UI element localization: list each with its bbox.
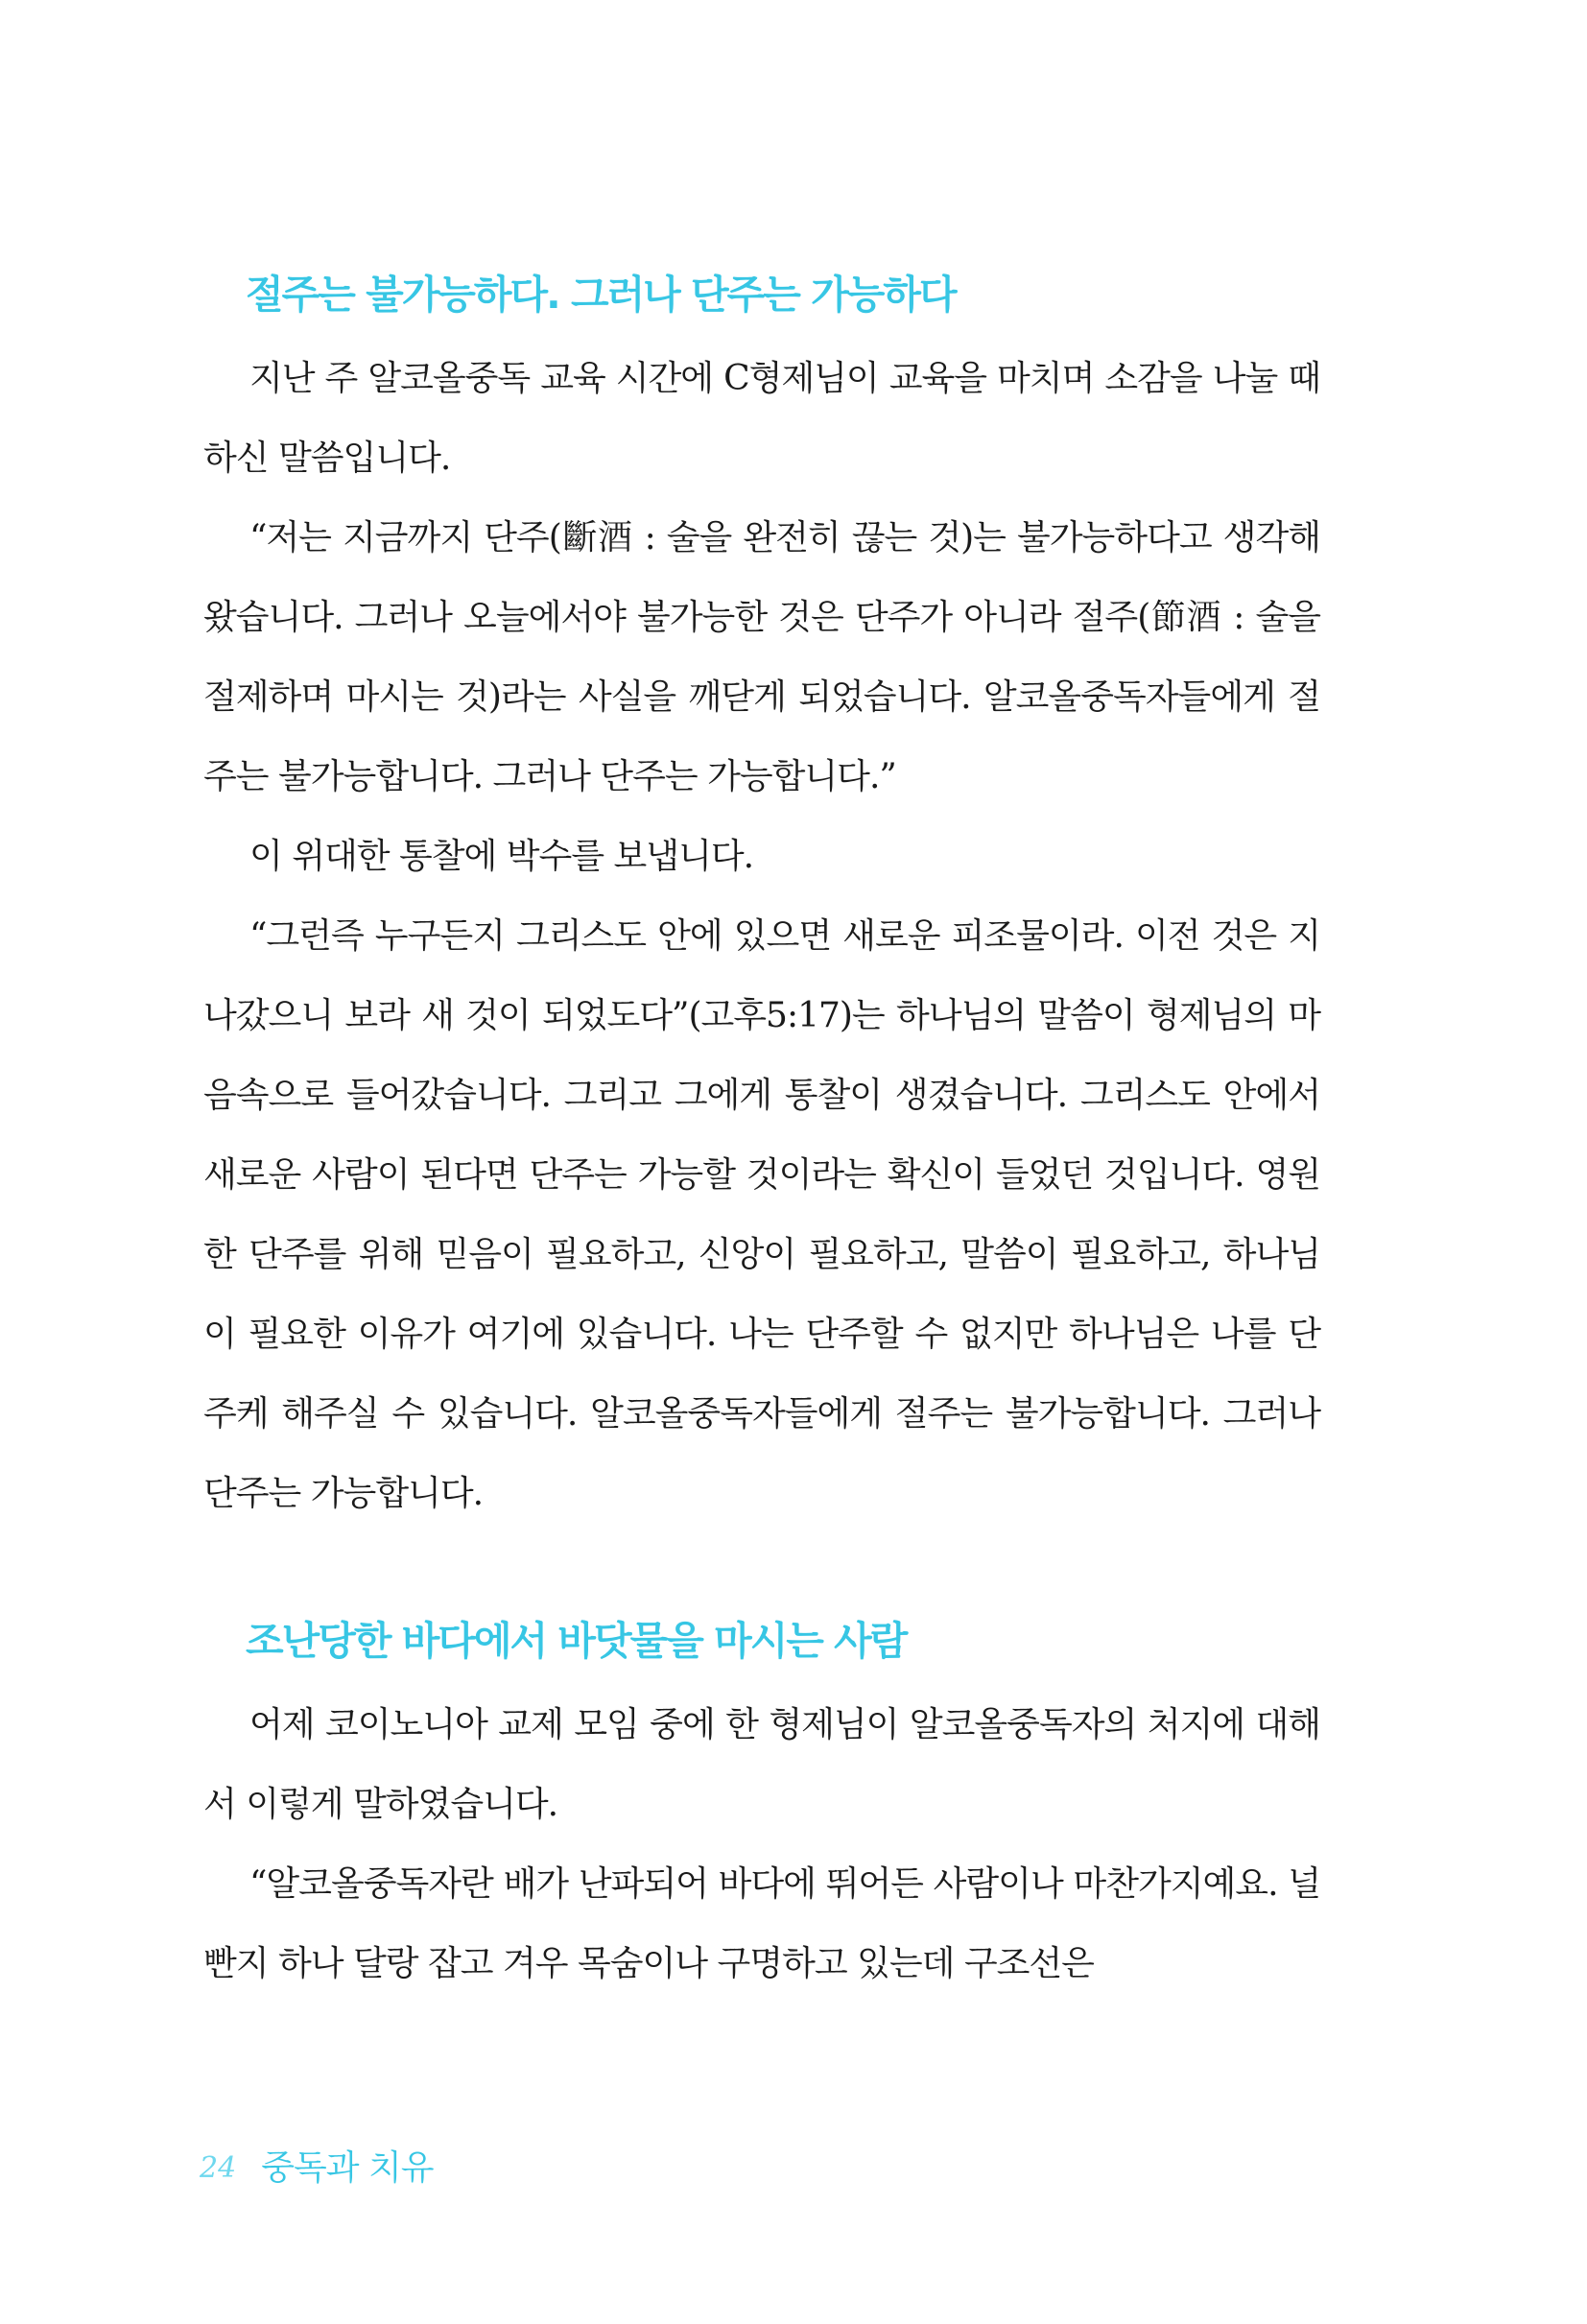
body-paragraph: 이 위대한 통찰에 박수를 보냅니다. [249,837,754,876]
section-shipwreck [203,1610,1320,2004]
body-paragraph: 지난 주 알코올중독 교육 시간에 C형제님이 교육을 마치며 소감을 나눌 때 하신 말씀입니다. [203,359,1320,478]
page-number: 24 [200,2150,237,2185]
body-paragraph: “그런즉 누구든지 그리스도 안에 있으면 새로운 피조물이라. 이전 것은 지나갔으니 보라 새 것이 되었도다”(고후5:17)는 하나님의 말씀이 형제님의 마음속으로 들어갔습니다. 그리고 그에게 통찰이 생겼습니다. 그리스도 안에서 새로운 사람이 된다면 단주는 가능할 것이라는 확신이 들었던 것입니다. 영원한 단주를 위해 믿음이 필요하고, 신앙이 필요하고, 말씀이 필요하고, 하나님이 필요한 이유가 여기에 있습니다. 나는 단주할 수 없지만 하나님은 나를 단주케 해주실 수 있습니다. 알코올중독자들에게 절주는 불가능합니다. 그러나 단주는 가능합니다. [203,916,1320,1513]
page-footer [200,2136,434,2194]
section-heading: 조난당한 바다에서 바닷물을 마시는 사람 [246,1618,907,1664]
running-title: 중독과 치유 [261,2147,434,2188]
body-paragraph: “저는 지금까지 단주(斷酒 : 술을 완전히 끊는 것)는 불가능하다고 생각해 왔습니다. 그러나 오늘에서야 불가능한 것은 단주가 아니라 절주(節酒 : 술을 절제하며 마시는 것)라는 사실을 깨닫게 되었습니다. 알코올중독자들에게 절주는 불가능합니다. 그러나 단주는 가능합니다.” [203,518,1320,796]
section-abstinence [203,264,1320,1533]
body-paragraph: “알코올중독자란 배가 난파되어 바다에 뛰어든 사람이나 마찬가지예요. 널빤지 하나 달랑 잡고 겨우 목숨이나 구명하고 있는데 구조선은 [203,1864,1320,1983]
body-paragraph: 어제 코이노니아 교제 모임 중에 한 형제님이 알코올중독자의 처지에 대해서 이렇게 말하였습니다. [203,1705,1320,1824]
section-heading: 절주는 불가능하다. 그러나 단주는 가능하다 [246,272,956,318]
